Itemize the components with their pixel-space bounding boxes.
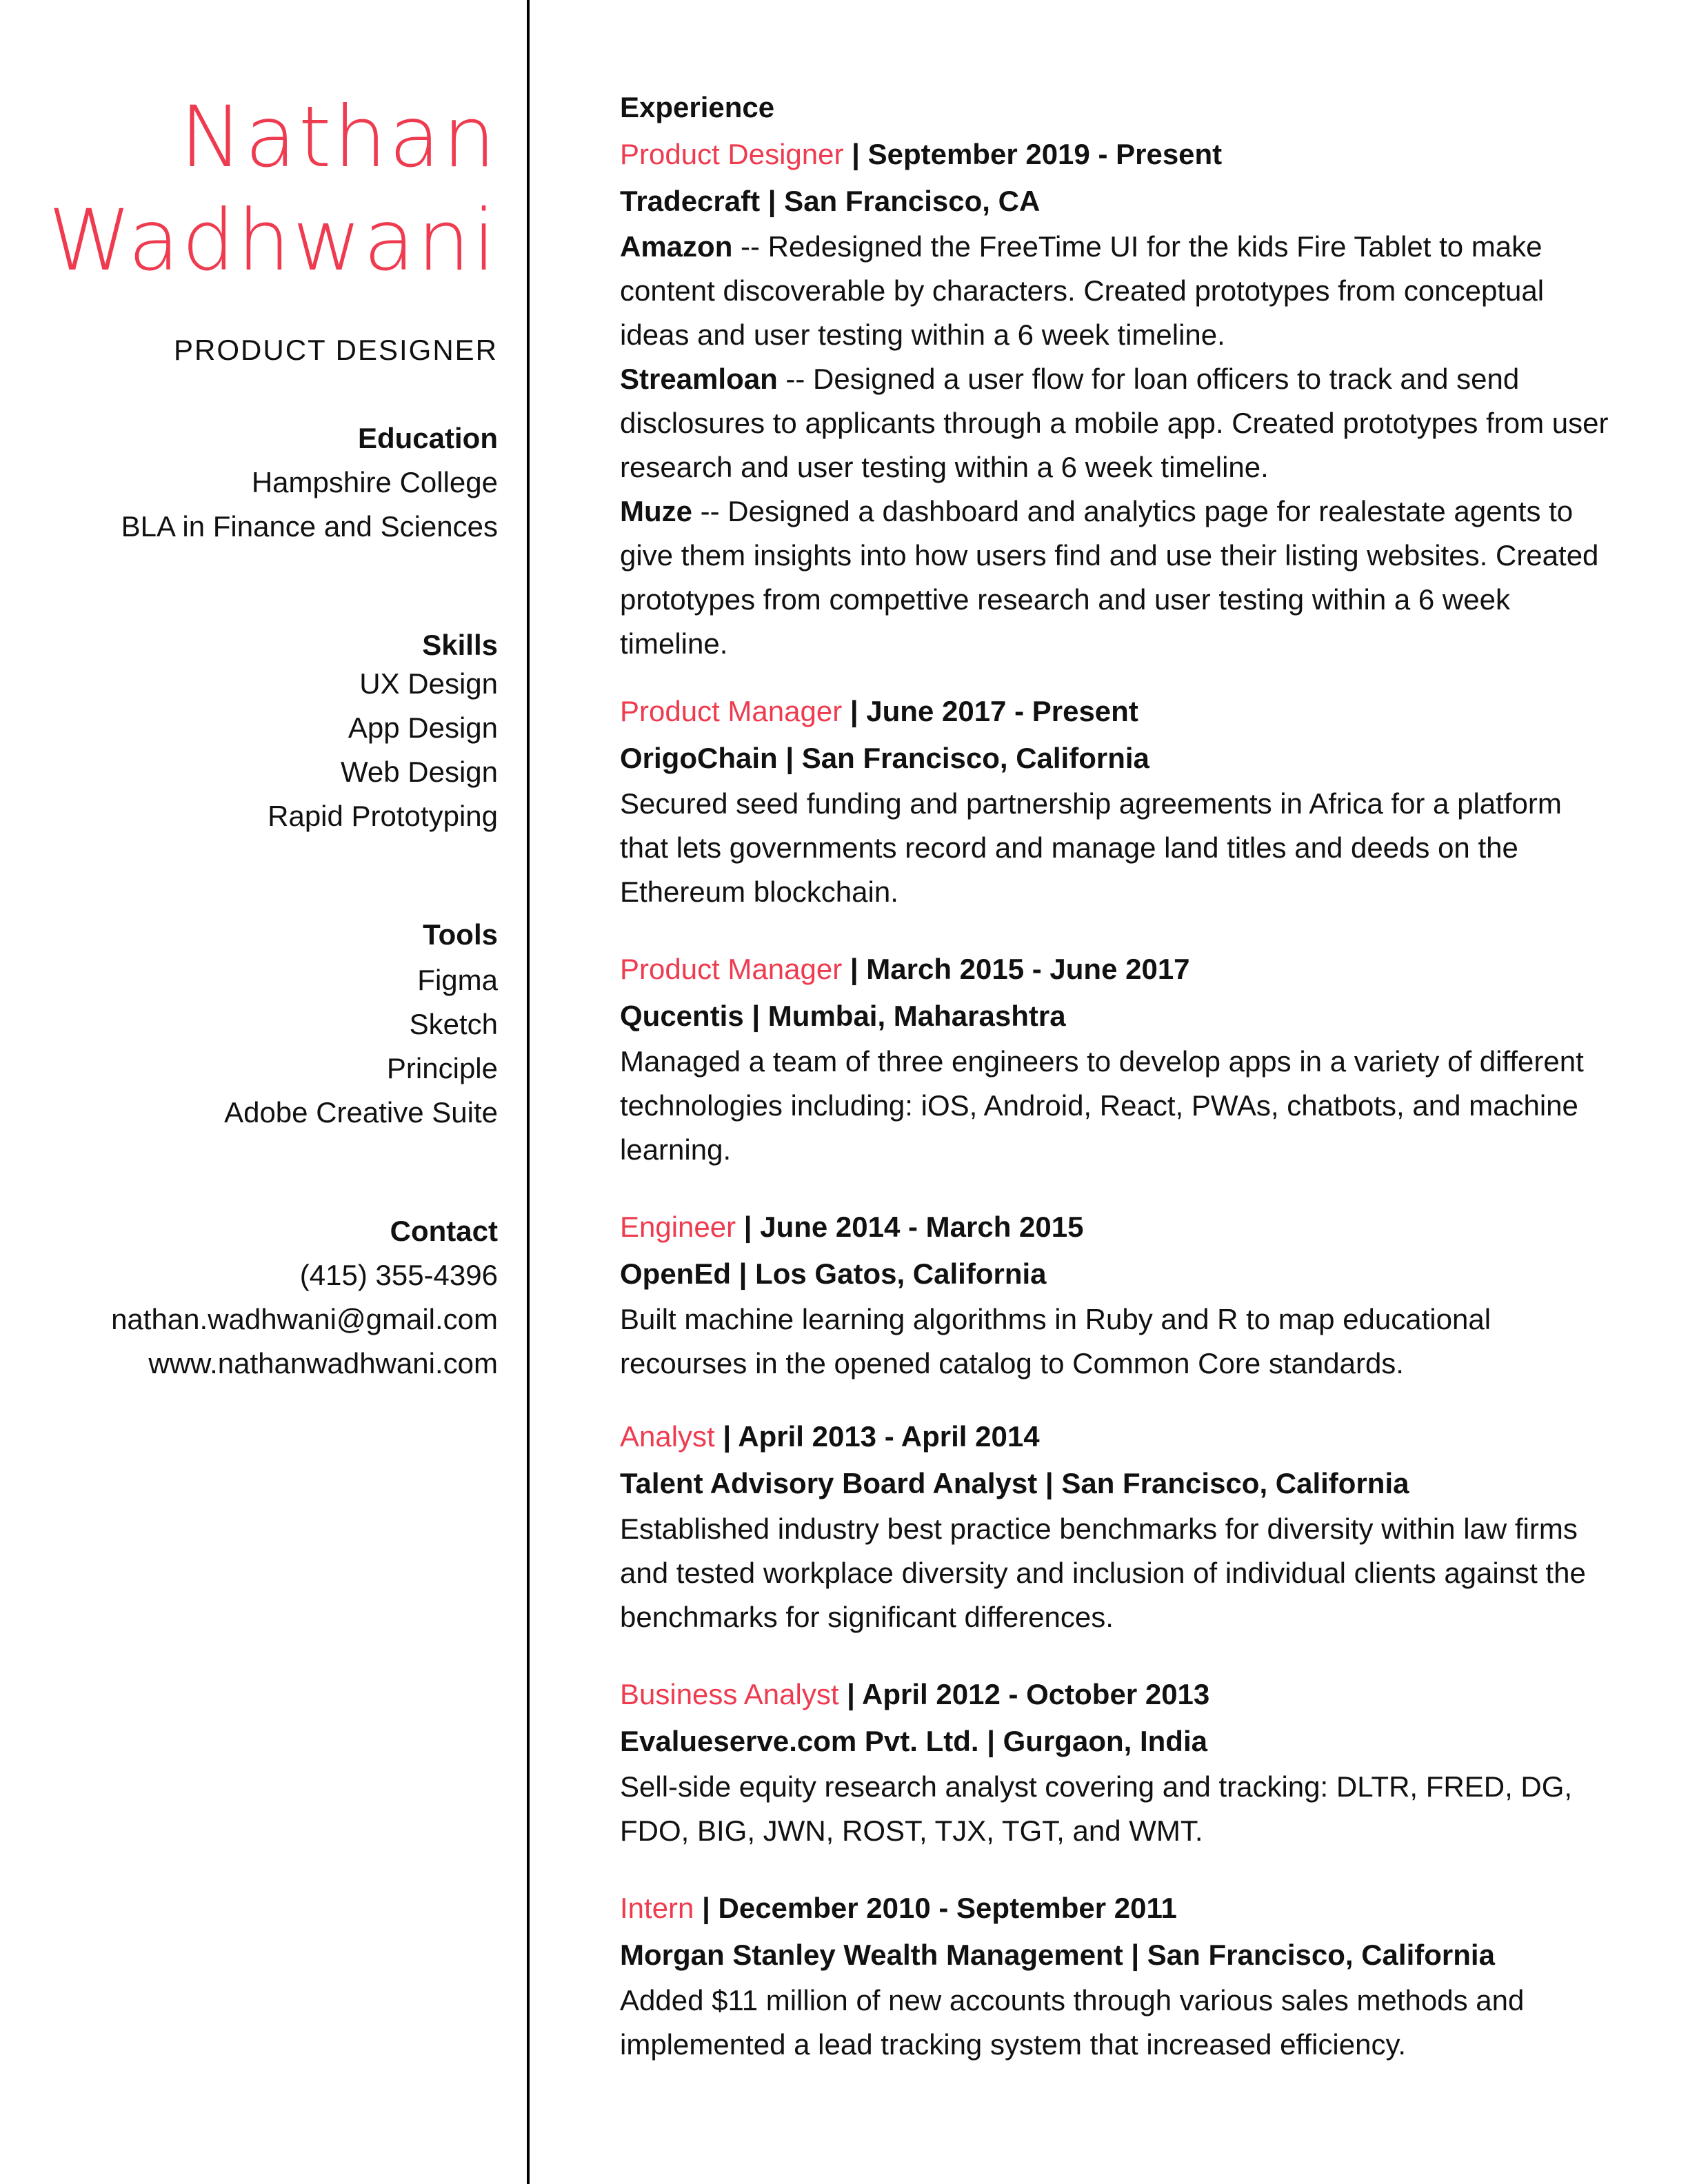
separator: | [842,695,867,727]
job-entry [620,1885,1613,2067]
project-text: -- Designed a user flow for loan officers to track and send disclosures to applicants through a mobile app. Created prototypes from user research and user testing within a 6 week timeline. [620,363,1609,483]
skill-item: UX Design [359,667,498,700]
job-dates: March 2015 - June 2017 [866,953,1190,985]
job-company: Qucentis | Mumbai, Maharashtra [620,1000,1066,1032]
job-dates: December 2010 - September 2011 [718,1892,1177,1924]
job-entry [620,1204,1613,1386]
job-company: Evalueserve.com Pvt. Ltd. | Gurgaon, India [620,1725,1207,1757]
project-name: Muze [620,495,692,527]
tool-item: Adobe Creative Suite [224,1096,498,1129]
job-entry [620,131,1613,666]
skill-item: Web Design [340,756,498,788]
job-company: Talent Advisory Board Analyst | San Francisco, California [620,1467,1409,1499]
job-company: OpenEd | Los Gatos, California [620,1257,1047,1290]
skill-item: Rapid Prototyping [268,800,498,832]
job-dates: April 2012 - October 2013 [862,1678,1210,1710]
job-description: Managed a team of three engineers to develop apps in a variety of different technologies including: iOS, Android, React, PWAs, chatbots, and machine learning. [620,1045,1584,1166]
job-role: PRODUCT DESIGNER [174,334,498,366]
project-name: Streamloan [620,363,778,395]
job-title: Product Manager [620,953,843,985]
job-title: Product Designer [620,138,844,170]
job-company: Tradecraft | San Francisco, CA [620,185,1041,217]
job-entry [620,946,1613,1172]
project-text: -- Redesigned the FreeTime UI for the kids Fire Tablet to make content discoverable by characters. Created prototypes from conceptual ideas and user testing within a 6 week timeline. [620,230,1545,351]
separator: | [838,1678,863,1710]
job-description: Sell-side equity research analyst covering and tracking: DLTR, FRED, DG, FDO, BIG, JWN, ROST, TJX, TGT, and WMT. [620,1770,1573,1847]
job-title-line [620,131,1613,178]
job-title-line [620,688,1613,735]
job-entry [620,1671,1613,1853]
project-description [620,225,1613,357]
tool-item: Figma [417,964,498,996]
column-divider [527,0,530,2184]
job-dates: June 2017 - Present [866,695,1138,727]
job-title: Product Manager [620,695,843,727]
separator: | [842,953,867,985]
job-title-line [620,1885,1613,1932]
project-description [620,489,1613,666]
separator: | [714,1420,738,1453]
job-title-line [620,1671,1613,1718]
contact-heading: Contact [390,1215,498,1247]
job-entry [620,1413,1613,1639]
contact-email[interactable]: nathan.wadhwani@gmail.com [111,1303,498,1335]
tool-item: Principle [386,1052,498,1084]
job-title: Business Analyst [620,1678,839,1710]
job-description: Established industry best practice benchmarks for diversity within law firms and tested workplace diversity and inclusion of individual clients against the benchmarks for significant differences. [620,1513,1586,1633]
experience-heading: Experience [620,91,775,123]
education-heading: Education [357,422,498,454]
contact-website[interactable]: www.nathanwadhwani.com [148,1347,498,1379]
job-description: Added $11 million of new accounts through various sales methods and implemented a lead tracking system that increased efficiency. [620,1984,1525,2061]
job-description: Secured seed funding and partnership agreements in Africa for a platform that lets governments record and manage land titles and deeds on the Ethereum blockchain. [620,787,1562,908]
job-title-line [620,1413,1613,1460]
job-dates: September 2019 - Present [867,138,1223,170]
last-name: Wadhwani [48,192,498,290]
job-dates: April 2013 - April 2014 [738,1420,1040,1453]
job-title: Intern [620,1892,694,1924]
tools-heading: Tools [423,918,498,951]
job-title-line [620,1204,1613,1251]
separator: | [736,1211,761,1243]
first-name: Nathan [179,88,498,186]
contact-phone[interactable]: (415) 355-4396 [299,1259,498,1291]
job-dates: June 2014 - March 2015 [760,1211,1084,1243]
tool-item: Sketch [409,1008,498,1040]
job-title: Analyst [620,1420,715,1453]
project-text: -- Designed a dashboard and analytics page for realestate agents to give them insights into how users find and use their listing websites. Created prototypes from compettive research and user testing within a 6 week timeline. [620,495,1599,660]
job-entry [620,688,1613,914]
job-description: Built machine learning algorithms in Ruby and R to map educational recourses in the opened catalog to Common Core standards. [620,1303,1491,1379]
project-name: Amazon [620,230,733,263]
job-company: OrigoChain | San Francisco, California [620,742,1149,774]
separator: | [843,138,868,170]
skill-item: App Design [348,711,498,744]
education-item: BLA in Finance and Sciences [121,510,498,543]
job-title-line [620,946,1613,993]
job-company: Morgan Stanley Wealth Management | San Francisco, California [620,1939,1495,1971]
education-item: Hampshire College [251,466,498,498]
separator: | [694,1892,719,1924]
skills-heading: Skills [422,629,498,661]
job-title: Engineer [620,1211,736,1243]
project-description [620,357,1613,489]
